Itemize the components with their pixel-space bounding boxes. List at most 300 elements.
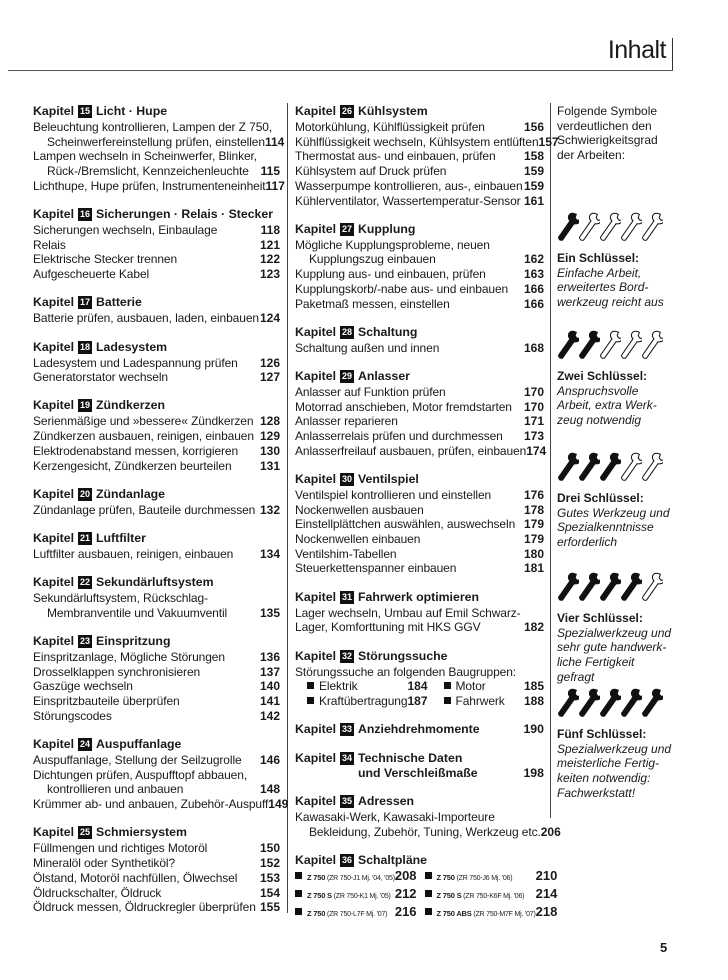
toc-entry[interactable]: [33, 429, 280, 444]
chapter-heading[interactable]: [33, 634, 280, 649]
chapter-number-badge: 35: [341, 796, 352, 807]
chapter-heading[interactable]: [295, 722, 544, 737]
entry-page: 157: [538, 134, 559, 149]
chapter-title: Sicherungen · Relais · Stecker: [96, 207, 274, 222]
chapter-title: Luftfilter: [96, 530, 146, 545]
wrench-filled-icon: [557, 687, 579, 725]
entry-page: 130: [259, 443, 280, 458]
wrench-rating: [557, 687, 675, 727]
entry-text: Anlasser auf Funktion prüfen: [295, 384, 446, 399]
wiring-diagram-entry[interactable]: [295, 905, 417, 923]
toc-entry[interactable]: [33, 267, 280, 282]
entry-text: Nockenwellen ausbauen: [295, 502, 424, 517]
wrench-outline-icon: [599, 329, 621, 367]
toc-entry[interactable]: [295, 252, 544, 267]
toc-entry[interactable]: [295, 503, 544, 518]
toc-entry[interactable]: [295, 665, 544, 680]
bullet-square-icon: [295, 890, 302, 897]
entry-page: 153: [259, 870, 280, 885]
chapter-heading[interactable]: [33, 575, 280, 590]
chapter-number-badge: 26: [341, 106, 352, 116]
chapter-heading[interactable]: [33, 295, 280, 310]
subitem[interactable]: [432, 679, 545, 694]
entry-page: 152: [259, 856, 280, 871]
entry-text: Störungssuche an folgenden Baugruppen:: [295, 664, 517, 679]
entry-page: 128: [259, 414, 280, 429]
wrench-outline-icon: [641, 329, 663, 367]
chapter-number-badge: 17: [79, 297, 90, 308]
entry-text: Kühlflüssigkeit wechseln, Kühlsystem entlüften: [295, 134, 539, 149]
wiring-diagram-entry[interactable]: [425, 905, 558, 923]
kapitel-label: Kapitel: [295, 471, 336, 486]
chapter-title: Schmiersystem: [96, 825, 187, 840]
kapitel-label: Kapitel: [295, 368, 336, 383]
chapter-25: [33, 825, 280, 915]
subitem-label: Elektrik: [319, 679, 358, 694]
toc-entry[interactable]: [295, 149, 544, 164]
chapter-number-badge: 15: [79, 106, 90, 116]
kapitel-label: Kapitel: [295, 648, 336, 663]
difficulty-title: Drei Schlüssel:: [557, 491, 644, 505]
entry-page: 114: [264, 134, 285, 149]
entry-page: 124: [259, 311, 280, 326]
entry-text: Auspuffanlage, Stellung der Seilzugrolle: [33, 753, 242, 768]
toc-entry[interactable]: [33, 650, 280, 665]
entry-text: Kawasaki-Werk, Kawasaki-Importeure: [295, 810, 495, 825]
entry-page: 146: [259, 753, 280, 768]
entry-page: 134: [259, 546, 280, 561]
toc-entry[interactable]: [33, 797, 289, 812]
entry-text: Lager wechseln, Umbau auf Emil Schwarz-: [295, 605, 521, 620]
difficulty-level-3: [557, 451, 675, 569]
entry-text: Dichtungen prüfen, Auspufftopf abbauen,: [33, 767, 248, 782]
chapter-32: [295, 649, 544, 709]
wrench-filled-icon: [599, 451, 621, 489]
entry-page: 140: [259, 679, 280, 694]
entry-page: 136: [259, 650, 280, 665]
wiring-diagram-entry[interactable]: [295, 869, 417, 887]
toc-entry[interactable]: [295, 267, 544, 282]
entry-page: 171: [523, 414, 544, 429]
wiring-diagram-entry[interactable]: [295, 887, 417, 905]
toc-entry[interactable]: [295, 824, 561, 840]
entry-page: 182: [523, 620, 544, 635]
bullet-square-icon: [425, 890, 432, 897]
kapitel-label: Kapitel: [33, 486, 74, 501]
entry-page: 149: [268, 797, 289, 812]
toc-entry[interactable]: [33, 679, 280, 694]
entry-text: Lager, Komforttuning mit HKS GGV: [295, 620, 481, 635]
difficulty-level-2: [557, 329, 675, 447]
subitem-label-wrap: [307, 679, 358, 694]
chapter-title: Einspritzung: [96, 634, 171, 649]
entry-text: Zündanlage prüfen, Bauteile durchmessen: [33, 502, 256, 517]
entry-page: 137: [259, 664, 280, 679]
entry-text: Mineralöl oder Synthetiköl?: [33, 856, 176, 871]
toc-entry[interactable]: [295, 400, 544, 415]
chapter-36: [295, 853, 558, 922]
chapter-title: Adressen: [358, 794, 415, 809]
toc-entry[interactable]: [33, 356, 280, 371]
wrench-outline-icon: [620, 329, 642, 367]
entry-page: 142: [259, 708, 280, 723]
toc-entry[interactable]: [33, 134, 285, 150]
kapitel-label: Kapitel: [295, 104, 336, 118]
toc-entry[interactable]: [295, 179, 544, 194]
toc-entry[interactable]: [33, 178, 285, 194]
wiring-diagram-entry[interactable]: [425, 887, 558, 905]
bullet-square-icon: [295, 872, 302, 879]
entry-page: 174: [526, 443, 547, 458]
toc-entry: [33, 768, 280, 783]
chapter-heading[interactable]: [295, 794, 544, 809]
toc-entry[interactable]: [33, 753, 280, 768]
chapter-heading[interactable]: [295, 590, 544, 605]
entry-text: Nockenwellen einbauen: [295, 532, 421, 547]
entry-page: 122: [259, 252, 280, 267]
kapitel-label: Kapitel: [33, 398, 74, 413]
subitem[interactable]: [295, 679, 432, 694]
toc-entry[interactable]: [33, 547, 280, 562]
toc-entry[interactable]: [295, 429, 544, 444]
toc-entry[interactable]: [295, 443, 547, 459]
wiring-detail: (ZR 750-K1 Mj. '05): [333, 892, 391, 900]
toc-entry[interactable]: [33, 886, 280, 901]
chapter-title: Anlasser: [358, 368, 410, 383]
column-divider-right: [550, 103, 551, 818]
subitem-page: 188: [523, 693, 544, 708]
chapter-29: [295, 368, 547, 459]
entry-page: 180: [523, 546, 544, 561]
toc-entry[interactable]: [33, 370, 280, 385]
chapter-30: [295, 472, 544, 576]
chapter-31: [295, 590, 544, 635]
toc-entry[interactable]: [33, 252, 280, 267]
subitem-page: 185: [523, 679, 544, 694]
toc-entry[interactable]: [295, 194, 544, 209]
page-number: 5: [660, 940, 668, 955]
toc-entry[interactable]: [33, 503, 280, 518]
entry-text: Kühlsystem auf Druck prüfen: [295, 164, 447, 179]
legend-intro: Folgende Symbole verdeutlichen den Schwierigkeitsgrad der Arbeiten:: [557, 104, 658, 163]
wrench-rating: [557, 571, 675, 611]
entry-page: 148: [259, 782, 280, 797]
chapter-16: [33, 207, 280, 282]
entry-page: 176: [523, 487, 544, 502]
chapter-heading[interactable]: [33, 340, 280, 355]
difficulty-level-4: [557, 571, 675, 689]
toc-entry[interactable]: [295, 532, 544, 547]
entry-page: 178: [523, 502, 544, 517]
wiring-page: 216: [394, 903, 417, 919]
entry-text: Sicherungen wechseln, Einbaulage: [33, 223, 218, 238]
bullet-square-icon: [307, 697, 314, 704]
wiring-page: 218: [535, 903, 558, 919]
chapter-heading[interactable]: [295, 369, 544, 384]
toc-entry[interactable]: [33, 311, 280, 326]
chapter-number-badge: 31: [341, 591, 352, 602]
toc-entry[interactable]: [295, 164, 544, 179]
wiring-label: [425, 871, 513, 887]
toc-entry: [295, 810, 544, 825]
column-divider-left: [287, 103, 288, 913]
entry-page: 117: [265, 178, 285, 193]
entry-page: 170: [523, 384, 544, 399]
wiring-model: Z 750: [307, 908, 326, 918]
chapter-17: [33, 295, 280, 326]
kapitel-label: Kapitel: [295, 221, 336, 236]
chapter-heading[interactable]: [295, 104, 544, 119]
wrench-filled-icon: [578, 571, 600, 609]
toc-entry[interactable]: [33, 709, 280, 724]
chapter-number-badge: 20: [79, 488, 90, 499]
chapter-heading[interactable]: [295, 222, 544, 237]
chapter-heading[interactable]: [33, 531, 280, 546]
bullet-square-icon: [425, 872, 432, 879]
entry-text: Relais: [33, 237, 66, 252]
difficulty-title: Ein Schlüssel:: [557, 251, 640, 265]
toc-entry[interactable]: [295, 414, 544, 429]
chapter-number-badge: 28: [341, 326, 352, 337]
wiring-model: Z 750 ABS: [436, 908, 472, 918]
chapter-number-badge: 36: [341, 855, 352, 866]
chapter-page: 198: [523, 765, 544, 780]
chapter-number-badge: 33: [341, 724, 352, 735]
entry-text: Bekleidung, Zubehör, Tuning, Werkzeug etc.: [309, 824, 541, 839]
difficulty-description: Gutes Werkzeug und Spezialkenntnisse erforderlich: [557, 505, 670, 550]
chapter-33: [295, 722, 544, 737]
toc-entry[interactable]: [295, 385, 544, 400]
entry-text: Generatorstator wechseln: [33, 370, 169, 385]
toc-entry[interactable]: [295, 547, 544, 562]
toc-entry[interactable]: [295, 620, 544, 635]
chapter-28: [295, 325, 544, 356]
wiring-label: [425, 907, 536, 923]
toc-entry[interactable]: [33, 606, 280, 621]
toc-entry[interactable]: [33, 665, 280, 680]
wrench-filled-icon: [641, 687, 663, 725]
kapitel-label: Kapitel: [295, 589, 336, 604]
chapter-title: Ventilspiel: [358, 471, 419, 486]
chapter-title: Schaltung: [358, 324, 418, 339]
difficulty-description: Spezialwerkzeug und sehr gute handwerk- liche Fertigkeit gefragt: [557, 625, 672, 684]
toc-entry: [295, 238, 544, 253]
chapter-heading[interactable]: [33, 825, 280, 840]
wrench-rating: [557, 211, 675, 251]
difficulty-level-5: [557, 687, 675, 805]
subitem[interactable]: [432, 694, 545, 709]
chapter-number-badge: 24: [79, 739, 90, 750]
wrench-filled-icon: [620, 571, 642, 609]
entry-text: Steuerkettenspanner einbauen: [295, 561, 457, 576]
chapter-title: Zündanlage: [96, 486, 166, 501]
chapter-heading[interactable]: [33, 737, 280, 752]
wrench-filled-icon: [557, 211, 579, 249]
toc-entry[interactable]: [33, 841, 280, 856]
chapter-heading[interactable]: [295, 649, 544, 664]
wrench-filled-icon: [557, 451, 579, 489]
wrench-outline-icon: [641, 211, 663, 249]
entry-text: Kupplungszug einbauen: [309, 252, 436, 267]
toc-entry[interactable]: [295, 488, 544, 503]
wrench-outline-icon: [620, 451, 642, 489]
wrench-outline-icon: [641, 451, 663, 489]
entry-text: kontrollieren und anbauen: [47, 782, 184, 797]
subitem-label-wrap: [444, 679, 486, 694]
entry-text: Paketmaß messen, einstellen: [295, 296, 450, 311]
entry-page: 135: [259, 605, 280, 620]
subitem-grid: [295, 679, 544, 708]
subitem-label: Fahrwerk: [455, 693, 505, 708]
kapitel-label: Kapitel: [295, 324, 336, 339]
difficulty-title: Fünf Schlüssel:: [557, 727, 647, 741]
toc-entry[interactable]: [33, 238, 280, 253]
entry-page: 166: [523, 296, 544, 311]
toc-entry[interactable]: [33, 414, 280, 429]
wiring-page: 210: [535, 868, 558, 884]
wrench-filled-icon: [620, 687, 642, 725]
entry-page: 162: [523, 252, 544, 267]
entry-text: Einstellplättchen auswählen, auswechseln: [295, 517, 516, 532]
entry-text: Mögliche Kupplungsprobleme, neuen: [295, 237, 490, 252]
chapter-heading[interactable]: [295, 472, 544, 487]
chapter-title: Kupplung: [358, 221, 416, 236]
chapter-number-badge: 29: [341, 370, 352, 381]
chapter-title: Sekundärluftsystem: [96, 575, 214, 590]
difficulty-title: Vier Schlüssel:: [557, 611, 643, 625]
subitem-label-wrap: [307, 694, 407, 709]
chapter-heading[interactable]: [295, 853, 544, 868]
wiring-diagram-entry[interactable]: [425, 869, 558, 887]
toc-entry[interactable]: [295, 561, 544, 576]
kapitel-label: Kapitel: [33, 575, 74, 590]
toc-entry[interactable]: [295, 134, 559, 150]
chapter-heading[interactable]: [33, 104, 280, 119]
entry-page: 141: [259, 694, 280, 709]
toc-entry[interactable]: [33, 900, 280, 915]
entry-page: 126: [259, 355, 280, 370]
entry-text: Motorrad anschieben, Motor fremdstarten: [295, 399, 512, 414]
chapter-title: Auspuffanlage: [96, 737, 182, 752]
wiring-model: Z 750: [436, 873, 455, 883]
entry-text: Gaszüge wechseln: [33, 679, 133, 694]
chapter-title: Störungssuche: [358, 648, 448, 663]
wrench-filled-icon: [599, 571, 621, 609]
entry-text: Scheinwerfereinstellung prüfen, einstellen: [47, 134, 265, 149]
chapter-title: Zündkerzen: [96, 398, 166, 413]
chapter-15: [33, 104, 285, 194]
chapter-title: Fahrwerk optimieren: [358, 589, 479, 604]
wiring-page: 214: [535, 885, 558, 901]
toc-entry[interactable]: [33, 164, 280, 179]
wiring-page: 212: [394, 885, 417, 901]
chapter-title: Ladesystem: [96, 339, 168, 354]
toc-entry[interactable]: [295, 297, 544, 312]
wrench-outline-icon: [578, 211, 600, 249]
chapter-23: [33, 634, 280, 724]
chapter-heading[interactable]: [33, 398, 280, 413]
entry-text: Rück-/Bremslicht, Kennzeichenleuchte: [47, 164, 249, 179]
toc-entry[interactable]: [295, 517, 544, 532]
chapter-heading[interactable]: [295, 325, 544, 340]
chapter-title: Anziehdrehmomente: [358, 722, 480, 737]
bullet-square-icon: [425, 908, 432, 915]
toc-entry[interactable]: [295, 341, 544, 356]
chapter-heading[interactable]: [33, 487, 280, 502]
toc-entry[interactable]: [295, 282, 544, 297]
kapitel-label: Kapitel: [33, 339, 74, 354]
entry-text: Lampen wechseln in Scheinwerfer, Blinker,: [33, 149, 258, 164]
toc-entry[interactable]: [33, 871, 280, 886]
entry-page: 154: [259, 885, 280, 900]
entry-text: Elektrische Stecker trennen: [33, 252, 178, 267]
wrench-outline-icon: [620, 211, 642, 249]
chapter-number-badge: 19: [79, 400, 90, 411]
chapter-24: [33, 737, 289, 812]
wiring-detail: (ZR 750-L7F Mj. '07): [326, 910, 388, 918]
chapter-number-badge: 30: [341, 473, 352, 484]
entry-page: 163: [523, 267, 544, 282]
entry-page: 155: [259, 900, 280, 915]
chapter-heading[interactable]: [295, 751, 544, 781]
chapter-title: Technische Daten und Verschleißmaße: [358, 750, 478, 780]
toc-entry[interactable]: [33, 459, 280, 474]
entry-text: Motorkühlung, Kühlflüssigkeit prüfen: [295, 120, 485, 134]
kapitel-label: Kapitel: [295, 750, 336, 765]
header-rule: [8, 70, 673, 71]
chapter-heading[interactable]: [33, 207, 280, 222]
wrench-rating: [557, 329, 675, 369]
entry-text: Membranventile und Vakuumventil: [47, 605, 228, 620]
entry-page: 158: [523, 149, 544, 164]
subitem[interactable]: [295, 694, 432, 709]
wiring-page: 208: [394, 868, 417, 884]
difficulty-title: Zwei Schlüssel:: [557, 369, 648, 383]
entry-text: Drosselklappen synchronisieren: [33, 664, 201, 679]
entry-page: 173: [523, 429, 544, 444]
wiring-detail: (ZR 750-J1 Mj. '04, '05): [326, 875, 395, 883]
kapitel-label: Kapitel: [295, 853, 336, 868]
entry-page: 181: [523, 561, 544, 576]
kapitel-label: Kapitel: [33, 825, 74, 840]
toc-entry[interactable]: [33, 782, 280, 797]
entry-text: Öldruck messen, Öldruckregler überprüfen: [33, 900, 256, 915]
entry-page: 161: [523, 193, 544, 208]
wrench-filled-icon: [557, 329, 579, 367]
toc-entry[interactable]: [33, 444, 280, 459]
chapter-18: [33, 340, 280, 385]
toc-column-middle: [295, 104, 561, 936]
wiring-label: [295, 889, 391, 905]
toc-entry[interactable]: [33, 856, 280, 871]
entry-text: Ladesystem und Ladespannung prüfen: [33, 355, 238, 370]
toc-entry[interactable]: [33, 223, 280, 238]
entry-text: Krümmer ab- und anbauen, Zubehör-Auspuff: [33, 797, 269, 812]
chapter-19: [33, 398, 280, 473]
wrench-outline-icon: [599, 211, 621, 249]
entry-text: Zündkerzen ausbauen, reinigen, einbauen: [33, 429, 254, 444]
entry-page: 156: [523, 120, 544, 134]
toc-entry[interactable]: [295, 120, 544, 135]
kapitel-label: Kapitel: [33, 295, 74, 310]
toc-entry[interactable]: [33, 694, 280, 709]
entry-page: 159: [523, 164, 544, 179]
wiring-model: Z 750 S: [436, 890, 462, 900]
entry-page: 150: [259, 841, 280, 856]
chapter-number-badge: 32: [341, 650, 352, 661]
entry-text: Anlasserfreilauf ausbauen, prüfen, einbauen: [295, 443, 527, 458]
entry-text: Beleuchtung kontrollieren, Lampen der Z 750,: [33, 120, 273, 134]
